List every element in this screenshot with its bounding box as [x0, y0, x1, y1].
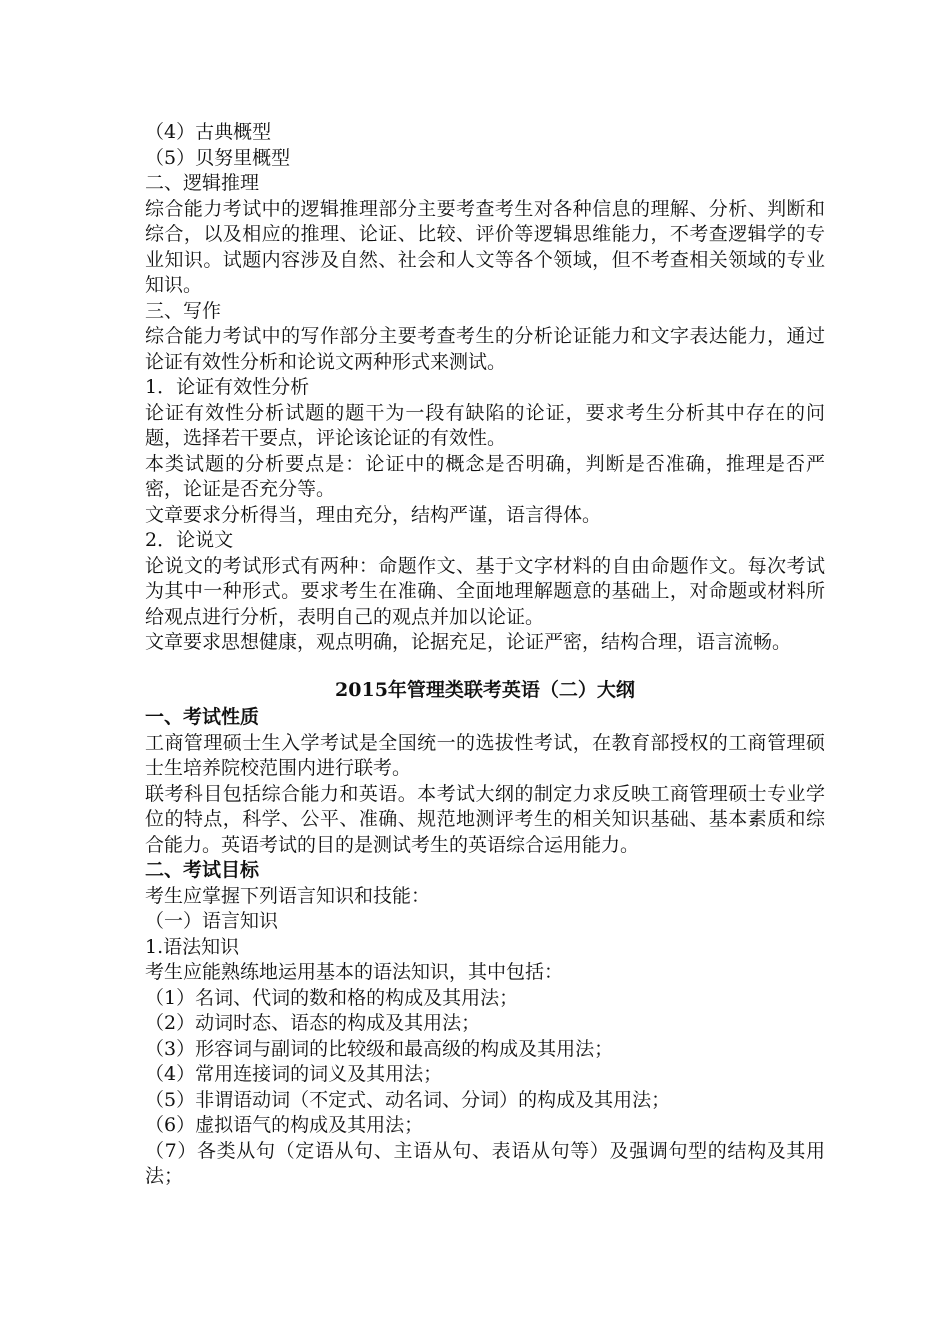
- paragraph: 论证有效性分析试题的题干为一段有缺陷的论证，要求考生分析其中存在的问题，选择若干要点，评论该论证的有效性。: [145, 401, 825, 449]
- list-item: （4）常用连接词的词义及其用法；: [145, 1063, 443, 1085]
- list-item: （2）动词时态、语态的构成及其用法；: [145, 1012, 481, 1034]
- subsection-heading: 1.语法知识: [145, 935, 240, 958]
- paragraph: 工商管理硕士生入学考试是全国统一的选拔性考试，在教育部授权的工商管理硕士生培养院校范围内进行联考。: [145, 731, 825, 779]
- subsection-heading: （一）语言知识: [145, 910, 279, 932]
- list-item: （3）形容词与副词的比较级和最高级的构成及其用法；: [145, 1037, 614, 1060]
- paragraph: 考生应掌握下列语言知识和技能：: [145, 884, 431, 907]
- section-heading-writing: 三、写作: [145, 299, 222, 322]
- paragraph: 综合能力考试中的写作部分主要考查考生的分析论证能力和文字表达能力，通过论证有效性分析和论说文两种形式来测试。: [145, 325, 825, 373]
- paragraph: 考生应能熟练地运用基本的语法知识，其中包括：: [145, 961, 564, 983]
- list-item: （4）古典概型: [145, 121, 272, 143]
- paragraph: 本类试题的分析要点是：论证中的概念是否明确，判断是否准确，推理是否严密，论证是否充分等。: [145, 452, 825, 500]
- document-page: [145, 120, 825, 1190]
- list-item: （1）名词、代词的数和格的构成及其用法；: [145, 986, 519, 1009]
- list-item: （5）非谓语动词（不定式、动名词、分词）的构成及其用法；: [145, 1088, 671, 1111]
- section-heading-goal: 二、考试目标: [145, 859, 260, 881]
- section-heading-nature: 一、考试性质: [145, 706, 260, 728]
- subsection-heading: 1．论证有效性分析: [145, 376, 310, 398]
- paragraph: 论说文的考试形式有两种：命题作文、基于文字材料的自由命题作文。每次考试为其中一种形式。要求考生在准确、全面地理解题意的基础上，对命题或材料所给观点进行分析，表明自己的观点并加以论证。: [145, 554, 825, 628]
- paragraph: 文章要求思想健康，观点明确，论据充足，论证严密，结构合理，语言流畅。: [145, 631, 792, 653]
- page-title: 2015年管理类联考英语（二）大纲: [335, 678, 635, 701]
- section-heading-logic: 二、逻辑推理: [145, 172, 260, 194]
- paragraph: 综合能力考试中的逻辑推理部分主要考查考生对各种信息的理解、分析、判断和综合，以及相应的推理、论证、比较、评价等逻辑思维能力，不考查逻辑学的专业知识。试题内容涉及自然、社会和人文等各个领域，但不考查相关领域的专业知识。: [145, 197, 825, 296]
- list-item: （6）虚拟语气的构成及其用法；: [145, 1114, 424, 1136]
- paragraph: 文章要求分析得当，理由充分，结构严谨，语言得体。: [145, 503, 602, 526]
- subsection-heading: 2．论说文: [145, 529, 234, 551]
- list-item: （7）各类从句（定语从句、主语从句、表语从句等）及强调句型的结构及其用法；: [145, 1139, 825, 1187]
- paragraph: 联考科目包括综合能力和英语。本考试大纲的制定力求反映工商管理硕士专业学位的特点，科学、公平、准确、规范地测评考生的相关知识基础、基本素质和综合能力。英语考试的目的是测试考生的英语综合运用能力。: [145, 782, 825, 856]
- list-item: （5）贝努里概型: [145, 146, 291, 169]
